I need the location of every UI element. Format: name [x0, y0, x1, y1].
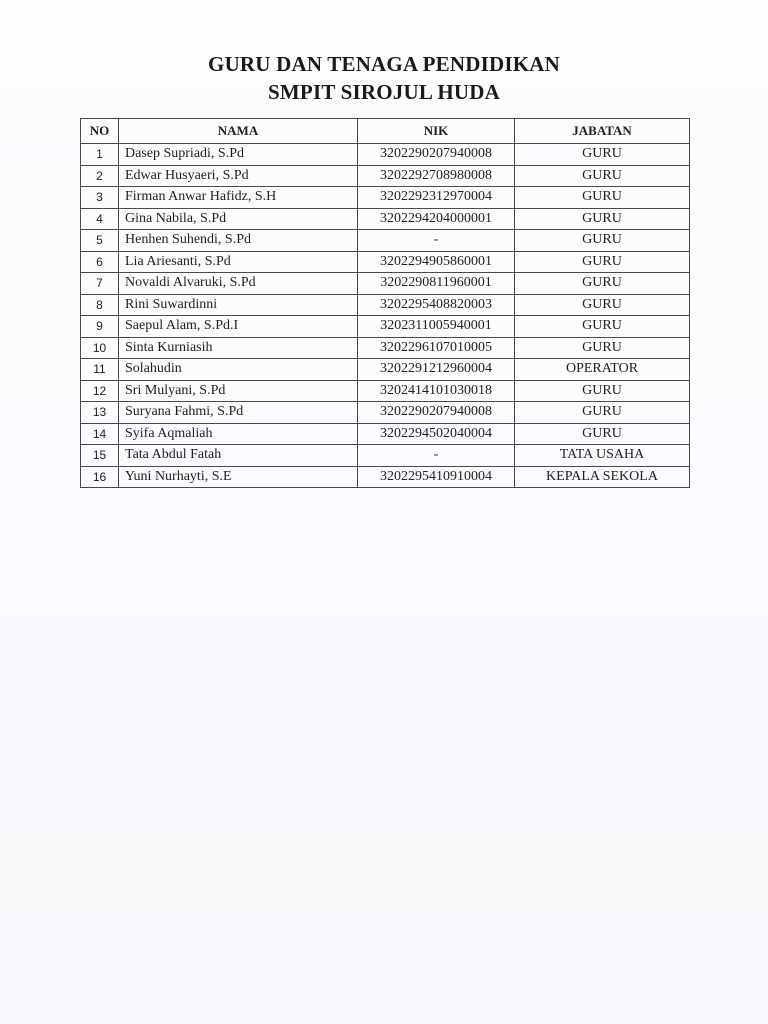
table-row	[81, 380, 690, 402]
table-row	[81, 359, 690, 381]
cell-nama: Sinta Kurniasih	[119, 337, 358, 359]
title-line-2: SMPIT SIROJUL HUDA	[268, 80, 500, 104]
header-nama: NAMA	[119, 119, 358, 144]
cell-nik: 3202295408820003	[358, 294, 515, 316]
cell-no: 6	[81, 251, 119, 273]
cell-no: 15	[81, 445, 119, 467]
staff-table	[80, 118, 690, 488]
cell-nama: Gina Nabila, S.Pd	[119, 208, 358, 230]
cell-nik: 3202294204000001	[358, 208, 515, 230]
cell-nama: Henhen Suhendi, S.Pd	[119, 230, 358, 252]
cell-nama: Suryana Fahmi, S.Pd	[119, 402, 358, 424]
cell-nama: Novaldi Alvaruki, S.Pd	[119, 273, 358, 295]
header-nik: NIK	[358, 119, 515, 144]
title-line-1: GURU DAN TENAGA PENDIDIKAN	[208, 52, 560, 76]
cell-nik: 3202291212960004	[358, 359, 515, 381]
cell-nama: Solahudin	[119, 359, 358, 381]
cell-no: 14	[81, 423, 119, 445]
cell-nik: 3202296107010005	[358, 337, 515, 359]
cell-no: 1	[81, 144, 119, 166]
cell-no: 13	[81, 402, 119, 424]
cell-no: 10	[81, 337, 119, 359]
cell-nik: 3202290207940008	[358, 144, 515, 166]
cell-jabatan: GURU	[515, 337, 690, 359]
cell-nama: Tata Abdul Fatah	[119, 445, 358, 467]
table-row	[81, 251, 690, 273]
cell-no: 4	[81, 208, 119, 230]
cell-nik: 3202294502040004	[358, 423, 515, 445]
cell-nik: 3202311005940001	[358, 316, 515, 338]
cell-jabatan: GURU	[515, 402, 690, 424]
cell-nama: Lia Ariesanti, S.Pd	[119, 251, 358, 273]
cell-no: 12	[81, 380, 119, 402]
cell-nama: Edwar Husyaeri, S.Pd	[119, 165, 358, 187]
cell-nama: Dasep Supriadi, S.Pd	[119, 144, 358, 166]
cell-nama: Yuni Nurhayti, S.E	[119, 466, 358, 488]
cell-nik: -	[358, 445, 515, 467]
header-no: NO	[81, 119, 119, 144]
table-row	[81, 230, 690, 252]
table-row	[81, 337, 690, 359]
cell-jabatan: OPERATOR	[515, 359, 690, 381]
cell-nik: 3202292708980008	[358, 165, 515, 187]
cell-nama: Sri Mulyani, S.Pd	[119, 380, 358, 402]
cell-jabatan: TATA USAHA	[515, 445, 690, 467]
cell-no: 7	[81, 273, 119, 295]
cell-no: 2	[81, 165, 119, 187]
table-row	[81, 316, 690, 338]
table-row	[81, 187, 690, 209]
header-jabatan: JABATAN	[515, 119, 690, 144]
cell-jabatan: KEPALA SEKOLA	[515, 466, 690, 488]
table-header-row	[81, 119, 690, 144]
cell-nik: -	[358, 230, 515, 252]
table-body	[81, 144, 690, 488]
cell-jabatan: GURU	[515, 165, 690, 187]
cell-no: 9	[81, 316, 119, 338]
cell-jabatan: GURU	[515, 380, 690, 402]
table-row	[81, 144, 690, 166]
cell-nama: Saepul Alam, S.Pd.I	[119, 316, 358, 338]
cell-jabatan: GURU	[515, 251, 690, 273]
table-row	[81, 273, 690, 295]
cell-nama: Firman Anwar Hafidz, S.H	[119, 187, 358, 209]
table-row	[81, 208, 690, 230]
table-row	[81, 466, 690, 488]
cell-no: 11	[81, 359, 119, 381]
cell-jabatan: GURU	[515, 316, 690, 338]
cell-jabatan: GURU	[515, 423, 690, 445]
cell-jabatan: GURU	[515, 187, 690, 209]
cell-no: 3	[81, 187, 119, 209]
cell-no: 5	[81, 230, 119, 252]
table-row	[81, 402, 690, 424]
cell-jabatan: GURU	[515, 294, 690, 316]
table-row	[81, 165, 690, 187]
table-row	[81, 423, 690, 445]
cell-no: 16	[81, 466, 119, 488]
cell-no: 8	[81, 294, 119, 316]
cell-nik: 3202294905860001	[358, 251, 515, 273]
cell-nama: Rini Suwardinni	[119, 294, 358, 316]
cell-jabatan: GURU	[515, 273, 690, 295]
cell-nik: 3202295410910004	[358, 466, 515, 488]
document-title	[0, 50, 768, 106]
cell-jabatan: GURU	[515, 208, 690, 230]
table-row	[81, 294, 690, 316]
table-row	[81, 445, 690, 467]
cell-nama: Syifa Aqmaliah	[119, 423, 358, 445]
cell-nik: 3202414101030018	[358, 380, 515, 402]
cell-jabatan: GURU	[515, 144, 690, 166]
cell-nik: 3202290811960001	[358, 273, 515, 295]
cell-jabatan: GURU	[515, 230, 690, 252]
cell-nik: 3202290207940008	[358, 402, 515, 424]
cell-nik: 3202292312970004	[358, 187, 515, 209]
